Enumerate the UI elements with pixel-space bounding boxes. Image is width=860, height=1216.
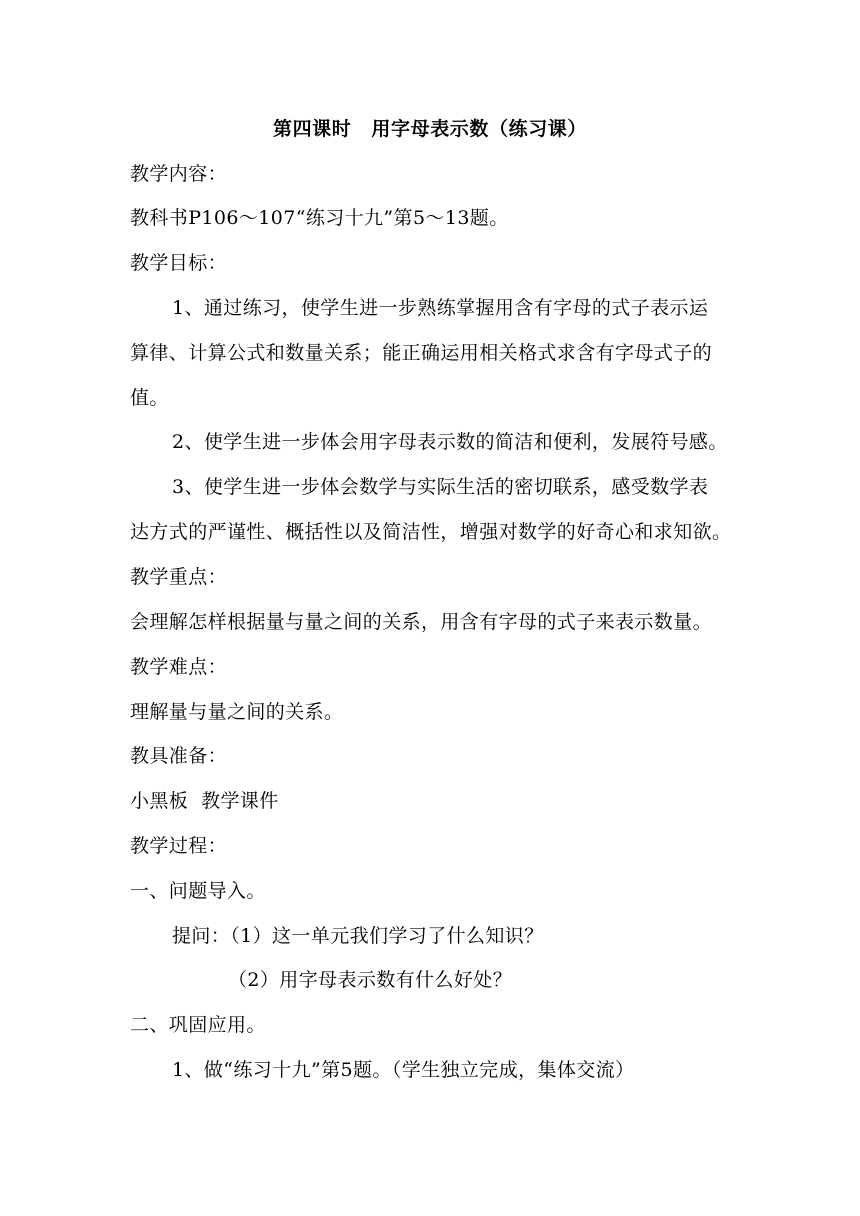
key-points-heading: 教学重点： (130, 566, 228, 588)
task-1: 1、做“练习十九”第5题。（学生独立完成，集体交流） (172, 1059, 635, 1081)
goal-1-line-2: 算律、计算公式和数量关系；能正确运用相关格式求含有字母式子的 (130, 342, 713, 364)
question-1: 提问：（1）这一单元我们学习了什么知识？ (172, 925, 544, 947)
section-2-heading: 二、巩固应用。 (130, 1014, 266, 1036)
difficulty-text: 理解量与量之间的关系。 (130, 701, 344, 723)
tools-text: 小黑板 教学课件 (130, 790, 279, 812)
goal-1-line-3: 值。 (130, 387, 169, 409)
process-heading: 教学过程： (130, 835, 228, 857)
title-lesson-number: 第四课时 (272, 118, 352, 140)
title-topic: 用字母表示数（练习课） (371, 118, 587, 140)
goal-2: 2、使学生进一步体会用字母表示数的简洁和便利，发展符号感。 (172, 431, 728, 453)
page-title (0, 117, 860, 141)
goal-1-line-1: 1、通过练习，使学生进一步熟练掌握用含有字母的式子表示运 (172, 297, 709, 319)
section-1-heading: 一、问题导入。 (130, 880, 266, 902)
key-points-text: 会理解怎样根据量与量之间的关系，用含有字母的式子来表示数量。 (130, 611, 713, 633)
content-heading: 教学内容： (130, 163, 228, 185)
difficulty-heading: 教学难点： (130, 656, 228, 678)
tools-heading: 教具准备： (130, 745, 228, 767)
content-text: 教科书P106～107“练习十九”第5～13题。 (130, 207, 509, 229)
question-2: （2）用字母表示数有什么好处？ (228, 969, 513, 991)
goal-3-line-2: 达方式的严谨性、概括性以及简洁性，增强对数学的好奇心和求知欲。 (130, 521, 732, 543)
goal-3-line-1: 3、使学生进一步体会数学与实际生活的密切联系，感受数学表 (172, 476, 709, 498)
goals-heading: 教学目标： (130, 252, 228, 274)
